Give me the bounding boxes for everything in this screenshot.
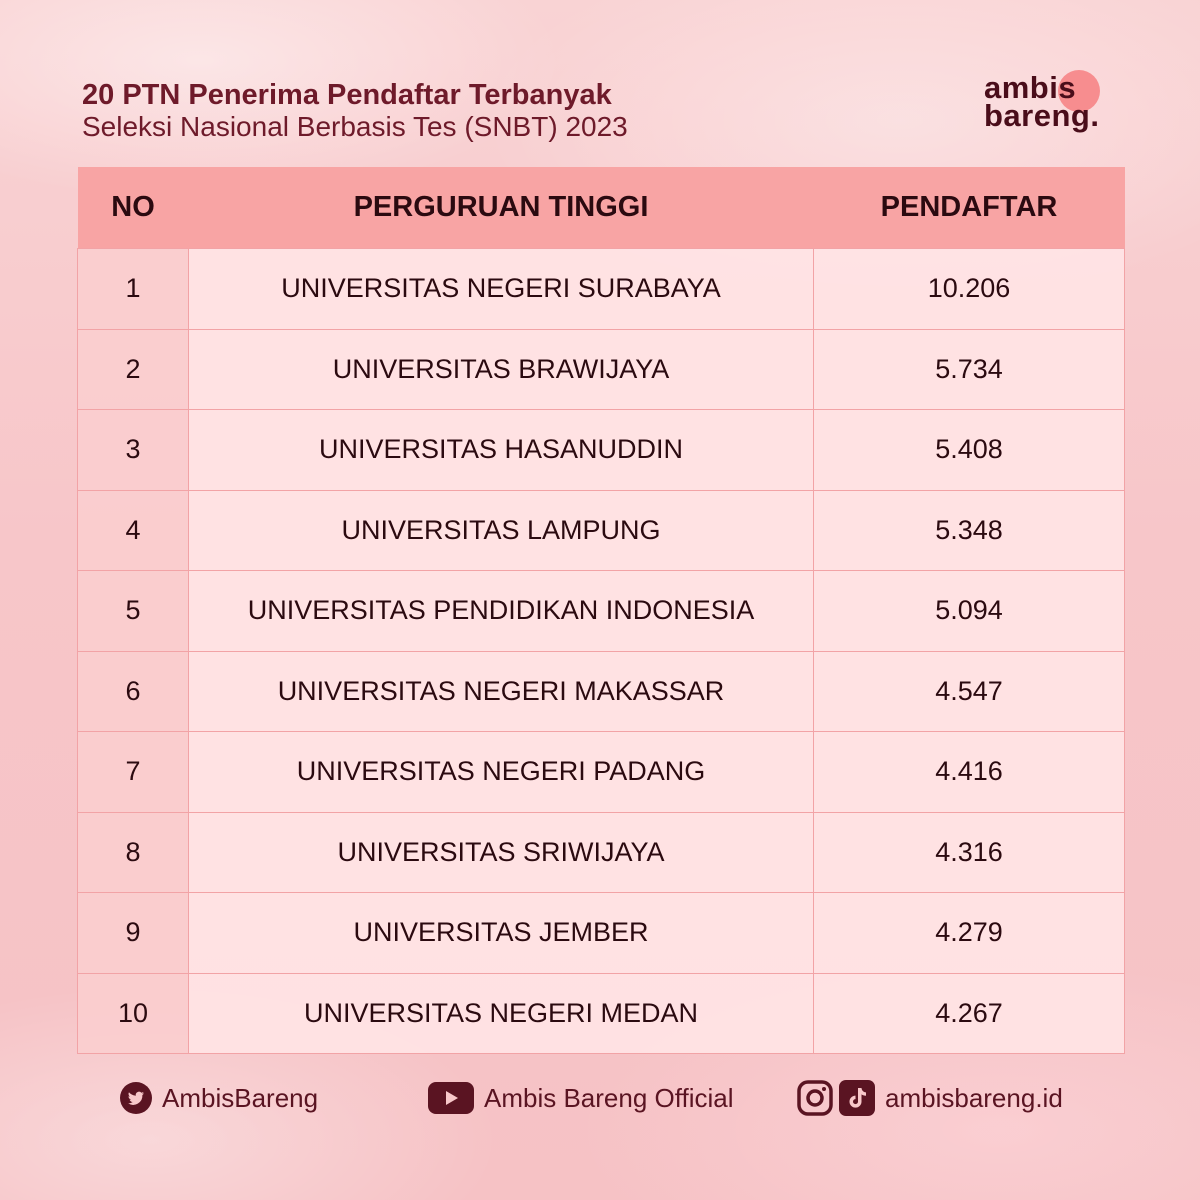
youtube-icon [428, 1082, 474, 1114]
table-row [78, 410, 1125, 491]
table-row [78, 329, 1125, 410]
table-row [78, 732, 1125, 813]
row-number: 3 [78, 410, 189, 491]
logo-text-line2: bareng. [984, 98, 1100, 133]
table-row [78, 973, 1125, 1054]
footer-social[interactable] [797, 1078, 1063, 1118]
university-name: UNIVERSITAS JEMBER [189, 893, 814, 974]
applicant-count: 10.206 [814, 249, 1125, 330]
table-row [78, 893, 1125, 974]
logo-text-line1: ambis [984, 70, 1077, 105]
applicant-count: 4.547 [814, 651, 1125, 732]
column-header-university: PERGURUAN TINGGI [189, 167, 814, 249]
twitter-handle: AmbisBareng [162, 1082, 319, 1113]
applicant-count: 4.279 [814, 893, 1125, 974]
instagram-icon [797, 1080, 833, 1116]
table-row [78, 249, 1125, 330]
website-handle: ambisbareng.id [885, 1082, 1063, 1113]
page-title: 20 PTN Penerima Pendaftar Terbanyak [82, 79, 612, 111]
university-name: UNIVERSITAS HASANUDDIN [189, 410, 814, 491]
row-number: 5 [78, 571, 189, 652]
row-number: 9 [78, 893, 189, 974]
row-number: 2 [78, 329, 189, 410]
row-number: 7 [78, 732, 189, 813]
university-name: UNIVERSITAS PENDIDIKAN INDONESIA [189, 571, 814, 652]
row-number: 1 [78, 249, 189, 330]
applicant-count: 4.267 [814, 973, 1125, 1054]
university-name: UNIVERSITAS NEGERI PADANG [189, 732, 814, 813]
table-row [78, 490, 1125, 571]
youtube-channel: Ambis Bareng Official [484, 1082, 734, 1113]
table-row [78, 571, 1125, 652]
page-subtitle: Seleksi Nasional Berbasis Tes (SNBT) 2023 [82, 111, 628, 142]
applicant-count: 4.316 [814, 812, 1125, 893]
university-name: UNIVERSITAS SRIWIJAYA [189, 812, 814, 893]
row-number: 4 [78, 490, 189, 571]
footer-twitter[interactable] [120, 1078, 318, 1118]
brand-logo [984, 68, 1124, 132]
row-number: 8 [78, 812, 189, 893]
university-name: UNIVERSITAS LAMPUNG [189, 490, 814, 571]
applicant-count: 5.408 [814, 410, 1125, 491]
applicant-count: 5.348 [814, 490, 1125, 571]
applicant-count: 4.416 [814, 732, 1125, 813]
footer-youtube[interactable] [428, 1078, 734, 1118]
table-header-row [78, 167, 1125, 249]
row-number: 10 [78, 973, 189, 1054]
university-name: UNIVERSITAS NEGERI SURABAYA [189, 249, 814, 330]
university-name: UNIVERSITAS NEGERI MAKASSAR [189, 651, 814, 732]
twitter-icon [120, 1082, 152, 1114]
table-row [78, 812, 1125, 893]
tiktok-icon [839, 1080, 875, 1116]
column-header-applicants: PENDAFTAR [814, 167, 1125, 249]
row-number: 6 [78, 651, 189, 732]
university-name: UNIVERSITAS NEGERI MEDAN [189, 973, 814, 1054]
ranking-table [77, 167, 1124, 1055]
applicant-count: 5.094 [814, 571, 1125, 652]
applicant-count: 5.734 [814, 329, 1125, 410]
table-row [78, 651, 1125, 732]
university-name: UNIVERSITAS BRAWIJAYA [189, 329, 814, 410]
column-header-no: NO [78, 167, 189, 249]
